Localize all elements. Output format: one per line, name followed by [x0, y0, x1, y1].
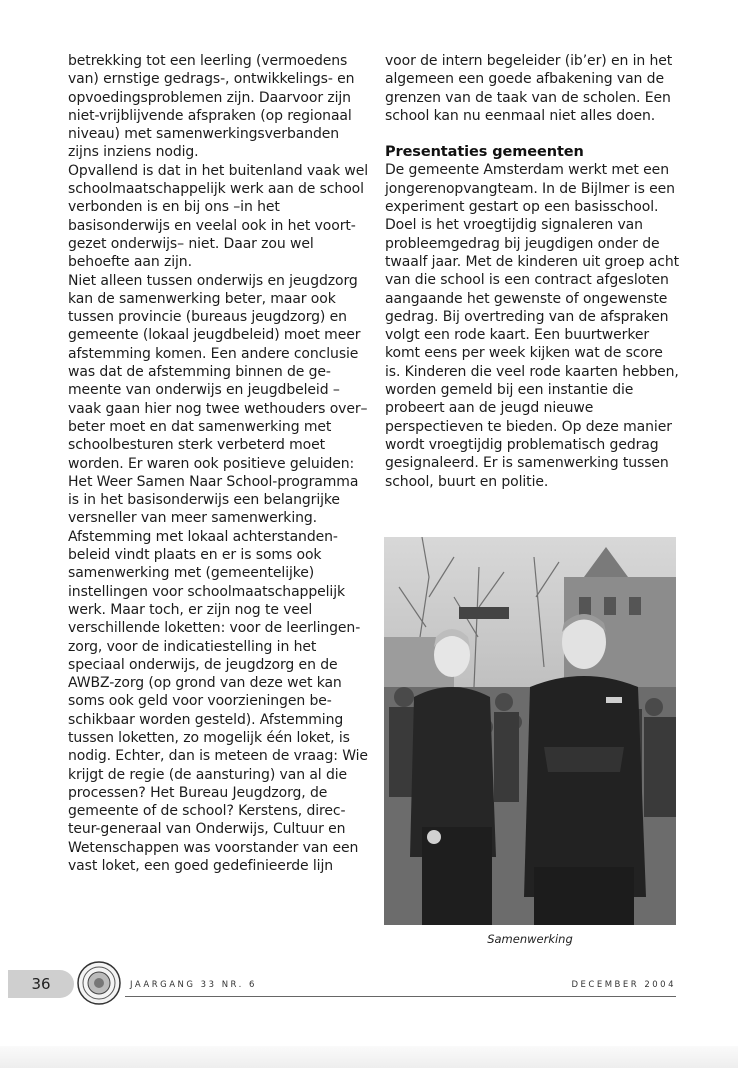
paragraph-samenwerking: Niet alleen tussen onderwijs en jeugdzorg kan de samenwerking beter, maar ook tussen provincie (bureaus jeugdzorg) en gemeente (lokaal jeugdbeleid) moet meer afstemming komen. Een andere conclusie was dat de afstemming binnen de gemeente van onderwijs en jeugdbeleid –vaak gaan hier nog twee wethouders over– beter moet en dat samenwerking met schoolbesturen sterk verbeterd moet worden. Er waren ook positieve geluiden: Het Weer Samen Naar School-programma is in het basisonderwijs een belangrijke versneller van meer samenwerking. Afstemming met lokaal achterstandenbeleid vindt plaats en er is soms ook samenwerking met (gemeentelijke) instellingen voor schoolmaatschappelijk werk. Maar toch, er zijn nog te veel verschillende loketten: voor de leerlingenzorg, voor de indicatiestelling in het speciaal onderwijs, de jeugdzorg en de AWBZ-zorg (op grond van deze wet kan soms ook geld voor voorzieningen beschikbaar worden gesteld). Afstemming tussen loketten, zo mogelijk één loket, is nodig. Echter, dan is meteen de vraag: Wie krijgt de regie (de aansturing) van al die processen? Het Bureau Jeugdzorg, de gemeente of de school? Kerstens, directeur-generaal van Onderwijs, Cultuur en Wetenschappen was voorstander van een vast loket, een goed gedefinieerde lijn	[68, 272, 368, 875]
paragraph-amsterdam: De gemeente Amsterdam werkt met een jongerenopvangteam. In de Bijlmer is een experiment gestart op een basisschool. Doel is het vroegtijdig signaleren van probleemgedrag bij jeugdigen onder de twaalf jaar. Met de kinderen uit groep acht van die school is een contract afgesloten aangaande het gewenste of ongewenste gedrag. Bij overtreding van de afspraken volgt een rode kaart. Een buurtwerker komt eens per week kijken wat de score is. Kinderen die veel rode kaarten hebben, worden gemeld bij een instantie die probeert aan de jeugd nieuwe perspectieven te bieden. Op deze manier wordt vroegtijdig problematisch gedrag gesignaleerd. Er is samenwerking tussen school, buurt en politie.	[385, 162, 680, 490]
right-column	[385, 52, 679, 491]
photo-caption: Samenwerking	[487, 932, 573, 946]
page-number: 36	[8, 970, 74, 998]
footer-rule	[125, 996, 676, 997]
paragraph-leerling: betrekking tot een leerling (vermoedens van) ernstige gedrags-, ontwikkelings- en opvoedingsproblemen zijn. Daarvoor zijn niet-vrijblijvende afspraken (op regionaal niveau) met samenwerkingsverbanden zijns inziens nodig.	[68, 53, 355, 161]
paragraph-buitenland: Opvallend is dat in het buitenland vaak wel schoolmaatschappelijk werk aan de school verbonden is en bij ons –in het basisonderwijs en veelal ook in het voortgezet onderwijs– niet. Daar zou wel behoefte aan zijn.	[68, 162, 369, 271]
paragraph-gap	[385, 125, 679, 143]
journal-issue: JAARGANG 33 NR. 6	[130, 980, 257, 990]
scan-edge	[0, 1046, 738, 1068]
police-photo	[384, 537, 676, 925]
journal-emblem-icon	[76, 960, 122, 1006]
left-column	[68, 52, 368, 875]
section-heading: Presentaties gemeenten	[385, 144, 584, 161]
paragraph-intern-begeleider: voor de intern begeleider (ib’er) en in het algemeen een goede afbakening van de grenzen van de taak van de scholen. Een school kan nu eenmaal niet alles doen.	[385, 53, 673, 124]
issue-date: DECEMBER 2004	[571, 980, 676, 990]
